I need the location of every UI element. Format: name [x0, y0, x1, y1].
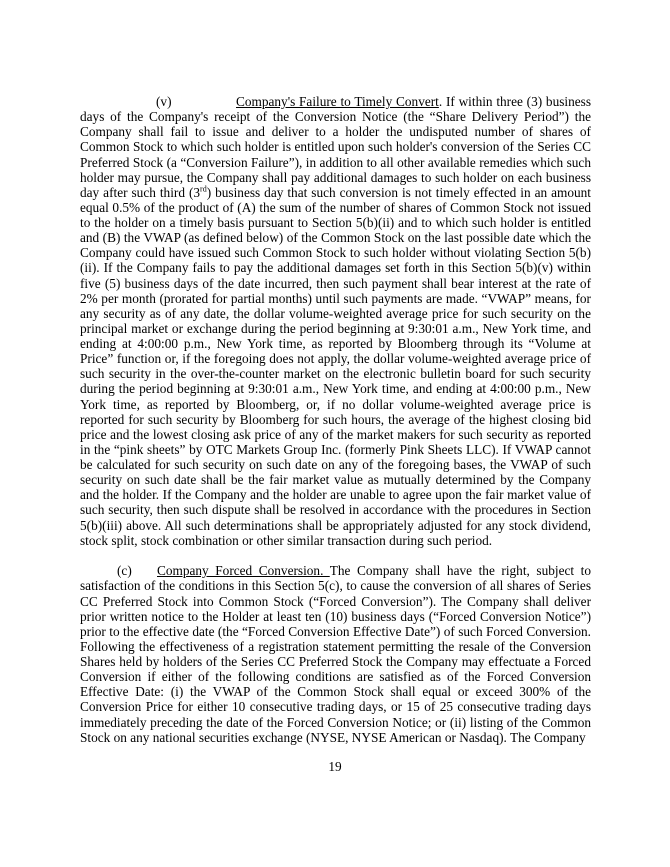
paragraph-company-failure-to-timely-convert — [80, 94, 591, 548]
paragraph-text: ) business day that such conversion is not timely effected in an amount equal 0.5% of the product of (A) the sum of the number of shares of Common Stock not issued to the holder on a timely basis pursuant to Section 5(b)(ii) and to which such holder is entitled and (B) the VWAP (as defined below) of the Common Stock on the last possible date which the Company could have issued such Common Stock to such holder without violating Section 5(b)(ii). If the Company fails to pay the additional damages set forth in this Section 5(b)(v) within five (5) business days of the date incurred, then such payment shall bear interest at the rate of 2% per month (prorated for partial months) until such payments are made. “VWAP” means, for any security as of any date, the dollar volume-weighted average price for such security on the principal market or exchange during the period beginning at 9:30:01 a.m., New York time, and ending at 4:00:00 p.m., New York time, as reported by Bloomberg through its “Volume at Price” function or, if the foregoing does not apply, the dollar volume-weighted average price of such security in the over-the-counter market on the electronic bulletin board for such security during the period beginning at 9:30:01 a.m., New York time, and ending at 4:00:00 p.m., New York time, as reported by Bloomberg, or, if no dollar volume-weighted average price is reported for such security by Bloomberg for such hours, the average of the highest closing bid price and the lowest closing ask price of any of the market makers for such security as reported in the “pink sheets” by OTC Markets Group Inc. (formerly Pink Sheets LLC). If VWAP cannot be calculated for such security on such date on any of the foregoing bases, the VWAP of such security on such date shall be the fair market value as mutually determined by the Company and the holder. If the Company and the holder are unable to agree upon the fair market value of such security, then such dispute shall be resolved in accordance with the procedures in Section 5(b)(iii) above. All such determinations shall be appropriately adjusted for any stock dividend, stock split, stock combination or other similar transaction during such period. — [80, 184, 591, 548]
section-heading: Company Forced Conversion. — [157, 563, 330, 579]
paragraph-text: The Company shall have the right, subject to satisfaction of the conditions in this Section 5(c), to cause the conversion of all shares of Series CC Preferred Stock into Common Stock (“Forced Conversion”). The Company shall deliver prior written notice to the Holder at least ten (10) business days (“Forced Conversion Notice”) prior to the effective date (the “Forced Conversion Effective Date”) of such Forced Conversion. Following the effectiveness of a registration statement permitting the resale of the Conversion Shares held by holders of the Series CC Preferred Stock the Company may effectuate a Forced Conversion if either of the following conditions are satisfied as of the Forced Conversion Effective Date: (i) the VWAP of the Common Stock shall equal or exceed 300% of the Conversion Price for either 10 consecutive trading days, or 15 of 25 consecutive trading days immediately preceding the date of the Forced Conversion Notice; or (ii) listing of the Common Stock on any national securities exchange (NYSE, NYSE American or Nasdaq). The Company — [80, 563, 591, 745]
heading-punctuation: . — [438, 94, 443, 109]
section-label: (v) — [156, 94, 172, 109]
page-number: 19 — [328, 759, 342, 774]
paragraph-company-forced-conversion — [80, 563, 591, 745]
body-text-column — [80, 94, 591, 745]
paragraph-text: If within three (3) business days of the Company's receipt of the Conversion Notice (the “Share Delivery Period”) the Company shall fail to issue and deliver to a holder the undisputed number of shares of Common Stock to which such holder is entitled upon such holder's conversion of the Series CC Preferred Stock (a “Conversion Failure”), in addition to all other available remedies which such holder may pursue, the Company shall pay additional damages to such holder on each business day after such third (3 — [80, 94, 591, 200]
section-heading: Company's Failure to Timely Convert — [236, 94, 439, 109]
ordinal-superscript: rd — [200, 184, 207, 194]
section-label: (c) — [117, 563, 132, 579]
